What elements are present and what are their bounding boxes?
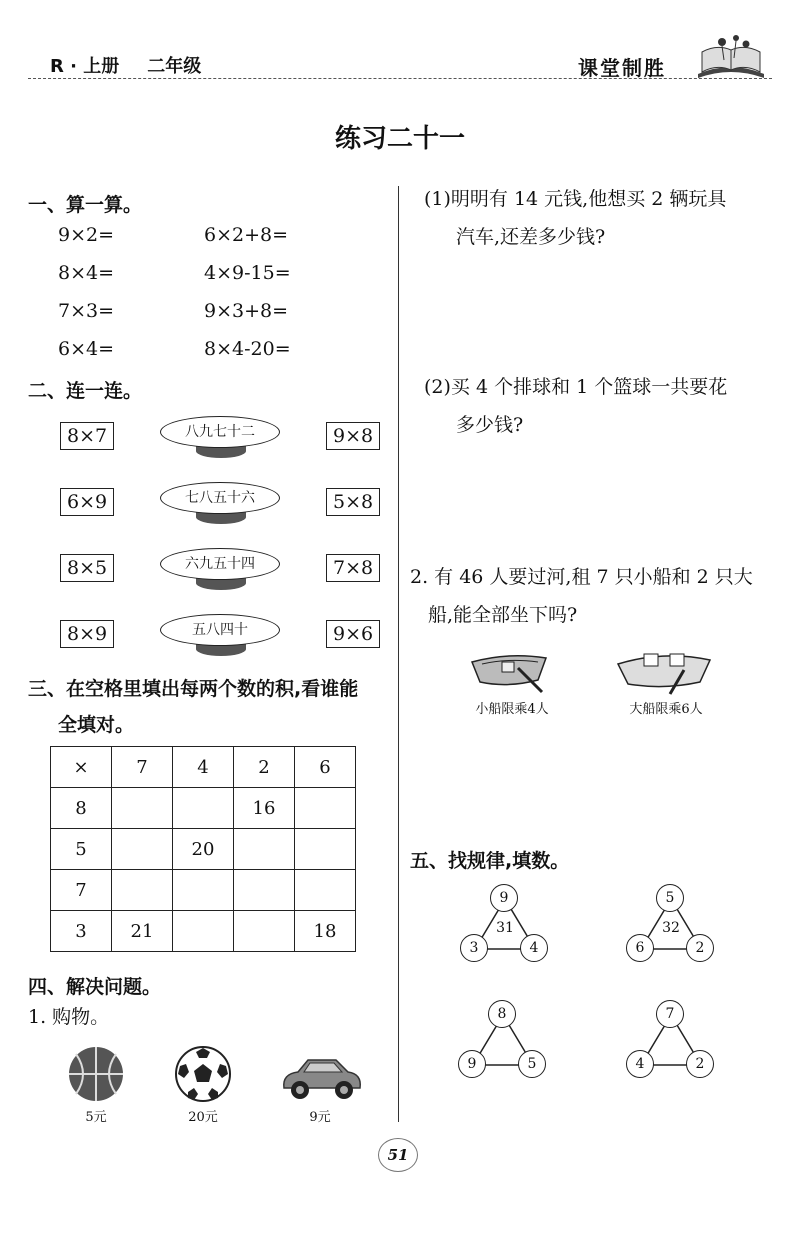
table-row [51, 788, 356, 829]
number-triangle [626, 884, 716, 964]
table-cell[interactable] [173, 788, 234, 829]
table-cell: 3 [51, 911, 112, 952]
book-logo-icon [692, 30, 770, 80]
triangle-right-number: 4 [520, 934, 548, 962]
table-cell: 5 [51, 829, 112, 870]
table-cell: 20 [173, 829, 234, 870]
triangle-top-number: 5 [656, 884, 684, 912]
calc-item: 9×3+8= [204, 300, 289, 322]
triangle-right-number: 5 [518, 1050, 546, 1078]
table-cell[interactable] [295, 788, 356, 829]
boat-small-caption: 小船限乘4人 [475, 702, 549, 717]
formula-bowl[interactable]: 八九七十二 [160, 416, 284, 468]
table-cell: 7 [112, 747, 173, 788]
header-left [50, 52, 201, 78]
table-row [51, 911, 356, 952]
table-cell[interactable] [234, 911, 295, 952]
expr-box-right[interactable]: 7×8 [326, 554, 380, 582]
calc-item: 6×4= [58, 338, 115, 360]
expr-box-right[interactable]: 9×6 [326, 620, 380, 648]
triangle-left-number: 6 [626, 934, 654, 962]
expr-box-right[interactable]: 9×8 [326, 422, 380, 450]
q1a-line1: (1)明明有 14 元钱,他想买 2 辆玩具 [424, 188, 727, 210]
q2-line1: 2. 有 46 人要过河,租 7 只小船和 2 只大 [410, 566, 753, 588]
expr-box-left[interactable]: 8×5 [60, 554, 114, 582]
table-cell[interactable] [173, 870, 234, 911]
sec5-title: 五、找规律,填数。 [410, 850, 570, 872]
price-label: 9元 [309, 1110, 331, 1125]
table-cell: 16 [234, 788, 295, 829]
sec2-title: 二、连一连。 [28, 380, 143, 402]
triangle-top-number: 9 [490, 884, 518, 912]
number-triangle [626, 1000, 716, 1080]
triangle-top-number: 7 [656, 1000, 684, 1028]
table-cell: × [51, 747, 112, 788]
triangle-right-number: 2 [686, 1050, 714, 1078]
table-cell[interactable] [295, 829, 356, 870]
expr-box-left[interactable]: 8×9 [60, 620, 114, 648]
formula-bowl[interactable]: 五八四十 [160, 614, 284, 666]
boat-big-caption: 大船限乘6人 [629, 702, 703, 717]
table-cell[interactable] [234, 870, 295, 911]
table-cell: 6 [295, 747, 356, 788]
question-1-label: 1. 购物。 [28, 1006, 110, 1028]
brand-label: 课堂制胜 [578, 56, 666, 80]
table-cell[interactable] [173, 911, 234, 952]
small-boat-icon [468, 648, 550, 694]
q1b-line1: (2)买 4 个排球和 1 个篮球一共要花 [424, 376, 728, 398]
table-cell: 7 [51, 870, 112, 911]
table-row [51, 870, 356, 911]
column-divider [398, 186, 399, 1122]
page-title: 练习二十一 [334, 124, 465, 154]
price-label: 5元 [85, 1110, 107, 1125]
product-table [50, 746, 356, 952]
grade-label: 二年级 [147, 56, 202, 77]
q2-line2: 船,能全部坐下吗? [428, 604, 578, 626]
calc-item: 6×2+8= [204, 224, 289, 246]
number-triangle [458, 1000, 548, 1080]
soccer-ball-icon [174, 1046, 232, 1102]
table-row [51, 747, 356, 788]
table-cell[interactable] [112, 870, 173, 911]
calc-item: 7×3= [58, 300, 115, 322]
expr-box-left[interactable]: 8×7 [60, 422, 114, 450]
expr-box-right[interactable]: 5×8 [326, 488, 380, 516]
calc-item: 4×9-15= [204, 262, 291, 284]
sec4-title: 四、解决问题。 [28, 976, 162, 998]
formula-bowl[interactable]: 六九五十四 [160, 548, 284, 600]
table-cell: 8 [51, 788, 112, 829]
table-row [51, 829, 356, 870]
calc-item: 9×2= [58, 224, 115, 246]
table-cell[interactable] [112, 829, 173, 870]
page-number: 51 [378, 1138, 418, 1172]
calc-item: 8×4= [58, 262, 115, 284]
price-label: 20元 [188, 1110, 218, 1125]
triangle-center-number: 31 [496, 920, 514, 936]
formula-bowl[interactable]: 七八五十六 [160, 482, 284, 534]
header-divider [28, 78, 772, 79]
table-cell: 2 [234, 747, 295, 788]
sec1-title: 一、算一算。 [28, 194, 143, 216]
edition-label: R · 上册 [50, 56, 120, 77]
table-cell[interactable] [112, 788, 173, 829]
table-cell[interactable] [234, 829, 295, 870]
triangle-top-number: 8 [488, 1000, 516, 1028]
triangle-left-number: 3 [460, 934, 488, 962]
toy-car-icon [278, 1050, 364, 1104]
sec3-title-line2: 全填对。 [58, 714, 135, 736]
table-cell: 4 [173, 747, 234, 788]
triangle-center-number: 32 [662, 920, 680, 936]
q1a-line2: 汽车,还差多少钱? [456, 226, 606, 248]
expr-box-left[interactable]: 6×9 [60, 488, 114, 516]
sec3-title-line1: 三、在空格里填出每两个数的积,看谁能 [28, 678, 359, 700]
number-triangle [460, 884, 550, 964]
basketball-icon [66, 1046, 126, 1102]
table-cell: 21 [112, 911, 173, 952]
triangle-left-number: 4 [626, 1050, 654, 1078]
calc-item: 8×4-20= [204, 338, 291, 360]
triangle-right-number: 2 [686, 934, 714, 962]
table-cell: 18 [295, 911, 356, 952]
big-boat-icon [614, 646, 714, 696]
triangle-left-number: 9 [458, 1050, 486, 1078]
table-cell[interactable] [295, 870, 356, 911]
q1b-line2: 多少钱? [456, 414, 524, 436]
